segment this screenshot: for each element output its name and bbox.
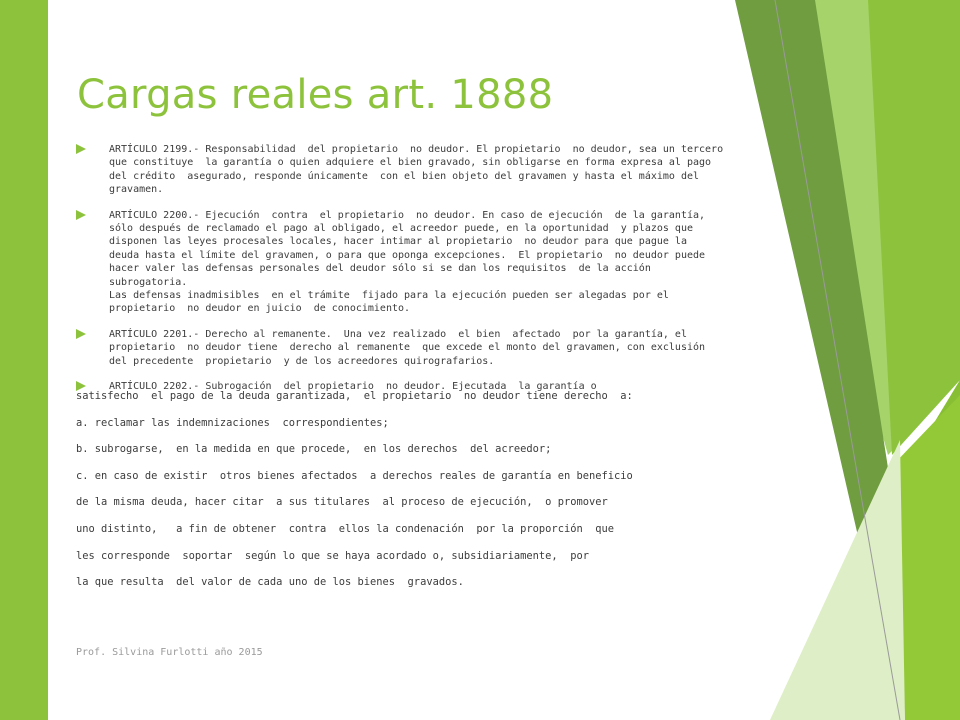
bullet-item-2199 [76, 143, 726, 197]
slide-title: Cargas reales art. 1888 [77, 72, 554, 118]
text-line: les corresponde soportar según lo que se haya acordado o, subsidiariamente, por [76, 549, 589, 562]
triangle-right-icon [76, 329, 86, 339]
bullet-item-2200 [76, 209, 726, 316]
text-line: c. en caso de existir otros bienes afectados a derechos reales de garantía en beneficio [76, 469, 633, 482]
bullet-text: ARTÍCULO 2200.- Ejecución contra el propietario no deudor. En caso de ejecución de la garantía, sólo después de reclamado el pago al obligado, el acreedor puede, en la oportunidad y plazos que disponen las leyes procesales locales, hacer intimar al propietario no deudor para que pague la deuda hasta el límite del gravamen, o para que oponga excepciones. El propietario no deudor puede hacer valer las defensas personales del deudor sólo si se dan los requisitos de la acción subrogatoria. Las defensas inadmisibles en el trámite fijado para la ejecución pueden ser alegadas por el propietario no deudor en juicio de conocimiento. [109, 209, 706, 315]
article-2202-continuation [76, 389, 726, 602]
bullet-text: ARTÍCULO 2201.- Derecho al remanente. Una vez realizado el bien afectado por la garantía, el propietario no deudor tiene derecho al remanente que excede el monto del gravamen, con exclusión del precedente propietario y de los acreedores quirografarios. [109, 328, 706, 367]
triangle-right-icon [76, 210, 86, 220]
left-accent-bar [0, 0, 48, 720]
bullet-item-2201 [76, 328, 726, 368]
text-line: a. reclamar las indemnizaciones correspondientes; [76, 416, 389, 429]
text-line: la que resulta del valor de cada uno de los bienes gravados. [76, 576, 464, 589]
bullet-text: ARTÍCULO 2199.- Responsabilidad del propietario no deudor. El propietario no deudor, sea un tercero que constituye la garantía o quien adquiere el bien gravado, sin obligarse en forma expresa al pago del crédito asegurado, responde únicamente con el bien objeto del gravamen y hasta el máximo del gravamen. [109, 144, 724, 196]
text-line: satisfecho el pago de la deuda garantizada, el propietario no deudor tiene derecho a: [76, 390, 633, 402]
triangle-right-icon [76, 144, 86, 154]
text-line: uno distinto, a fin de obtener contra ellos la condenación por la proporción que [76, 522, 614, 535]
bullet-text: ARTÍCULO 2202.- Subrogación del propietario no deudor. Ejecutada la garantía o [109, 381, 597, 393]
bullet-list [76, 143, 726, 406]
footer-author: Prof. Silvina Furlotti año 2015 [76, 647, 263, 658]
right-decorative-shapes [720, 0, 960, 720]
text-line: b. subrogarse, en la medida en que procede, en los derechos del acreedor; [76, 443, 552, 456]
text-line: de la misma deuda, hacer citar a sus titulares al proceso de ejecución, o promover [76, 496, 608, 509]
